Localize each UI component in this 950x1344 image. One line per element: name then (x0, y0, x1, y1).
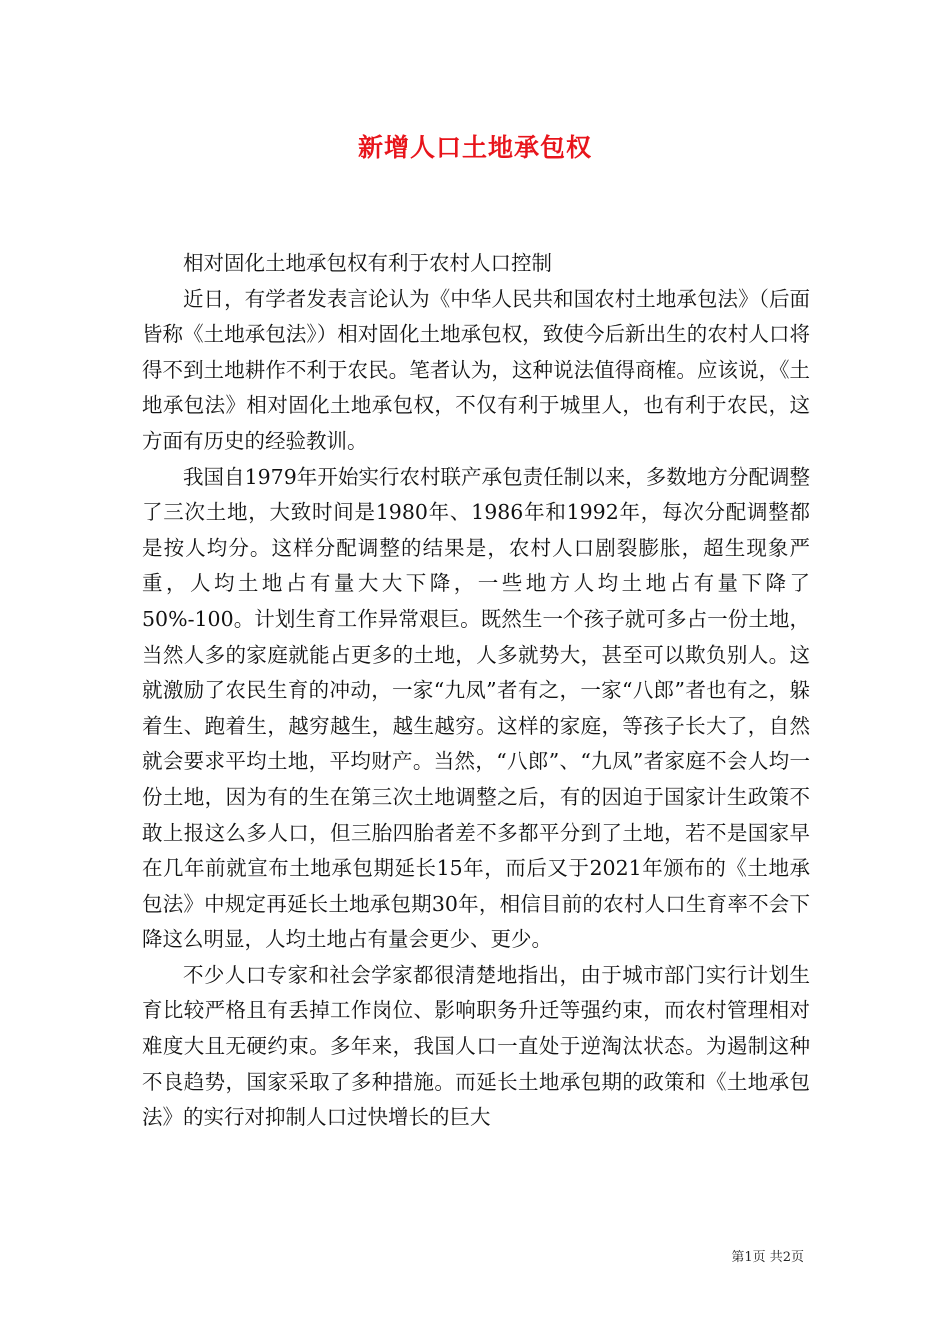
paragraph: 近日，有学者发表言论认为《中华人民共和国农村土地承包法》（后面皆称《土地承包法》）相对固化土地承包权，致使今后新出生的农村人口将得不到土地耕作不利于农民。笔者认为，这种说法值得商榷。应该说，《土地承包法》相对固化土地承包权，不仅有利于城里人，也有利于农民，这方面有历史的经验教训。 (142, 286, 810, 453)
paragraph: 我国自1979年开始实行农村联产承包责任制以来，多数地方分配调整了三次土地，大致时间是1980年、1986年和1992年，每次分配调整都是按人均分。这样分配调整的结果是，农村人口剧裂膨胀，超生现象严重，人均土地占有量大大下降，一些地方人均土地占有量下降了50%-100。计划生育工作异常艰巨。既然生一个孩子就可多占一份土地，当然人多的家庭就能占更多的土地，人多就势大，甚至可以欺负别人。这就激励了农民生育的冲动，一家“九凤”者有之，一家“八郎”者也有之，躲着生、跑着生，越穷越生，越生越穷。这样的家庭，等孩子长大了，自然就会要求平均土地，平均财产。当然，“八郎”、“九凤”者家庭不会人均一份土地，因为有的生在第三次土地调整之后，有的因迫于国家计生政策不敢上报这么多人口，但三胎四胎者差不多都平分到了土地，若不是国家早在几年前就宣布土地承包期延长15年，而后又于2021年颁布的《土地承包法》中规定再延长土地承包期30年，相信目前的农村人口生育率不会下降这么明显，人均土地占有量会更少、更少。 (142, 464, 810, 952)
paragraph: 不少人口专家和社会学家都很清楚地指出，由于城市部门实行计划生育比较严格且有丢掉工作岗位、影响职务升迁等强约束，而农村管理相对难度大且无硬约束。多年来，我国人口一直处于逆淘汰状态。为遏制这种不良趋势，国家采取了多种措施。而延长土地承包期的政策和《土地承包法》的实行对抑制人口过快增长的巨大 (142, 962, 810, 1130)
document-title: 新增人口土地承包权 (357, 133, 592, 162)
paragraph-subtitle: 相对固化土地承包权有利于农村人口控制 (183, 251, 552, 275)
page-number-footer: 第1页 共2页 (731, 1250, 804, 1265)
document-body (142, 246, 810, 1136)
